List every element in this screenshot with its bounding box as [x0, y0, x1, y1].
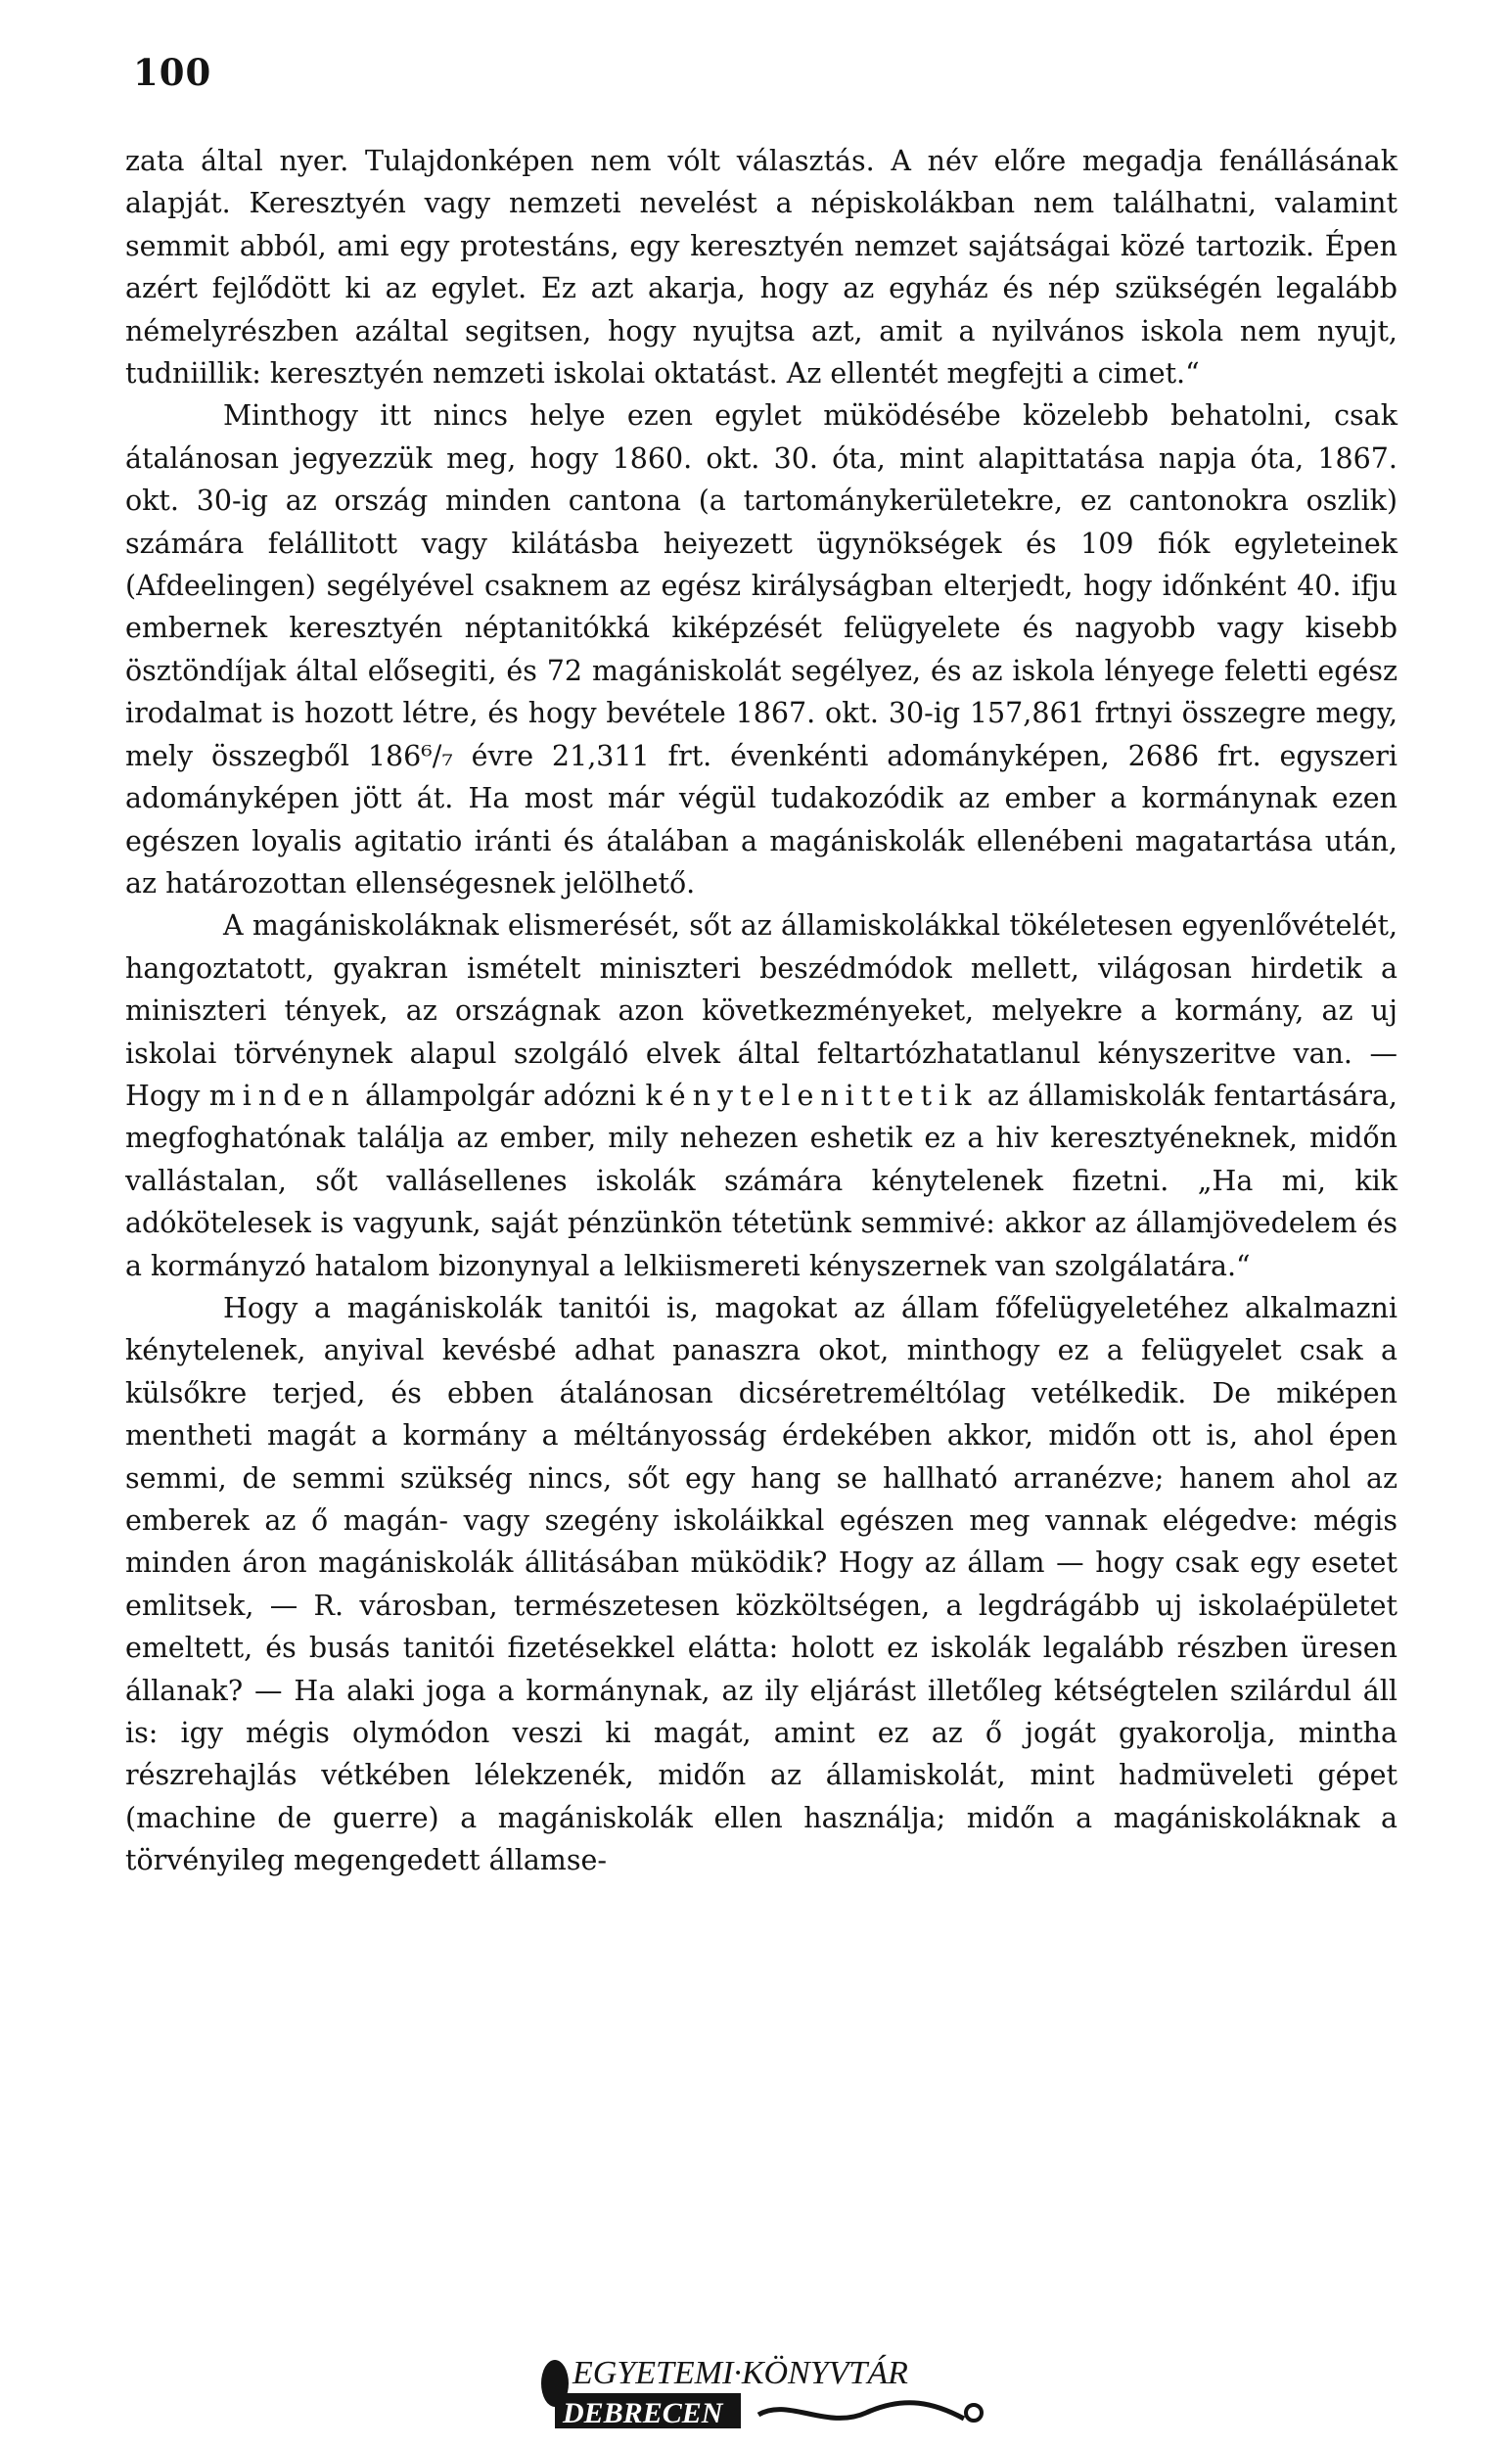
- paragraph-3: [125, 904, 1397, 1287]
- paragraph-4: Hogy a magániskolák tanitói is, magokat az állam főfelügyeletéhez alkalmazni kénytelenek, anyival kevésbé adhat panaszra okot, minthogy ez a felügyelet csak a külsőkre terjed, és ebben átalánosan dicséretreméltólag vetélkedik. De miképen mentheti magát a kormány a méltányosság érdekében akkor, midőn ott is, ahol épen semmi, de semmi szükség nincs, sőt egy hang se hallható arranézve; hanem ahol az emberek az ő magán- vagy szegény iskoláikkal egészen meg vannak elégedve: mégis minden áron magániskolák állitásában müködik? Hogy az állam — hogy csak egy esetet emlitsek, — R. városban, természetesen közköltségen, a legdrágább uj iskolaépületet emeltett, és busás tanitói fizetésekkel elátta: holott ez iskolák legalább részben üresen állanak? — Ha alaki joga a kormánynak, az ily eljárást illetőleg kétségtelen szilárdul áll is: igy mégis olymódon veszi ki magát, amint ez az ő jogát gyakorolja, mintha részrehajlás vétkében lélekzenék, midőn az államiskolát, mint hadmüveleti gépet (machine de guerre) a magániskolák ellen használja; midőn a magániskoláknak a törvényileg megengedett államse-: [125, 1291, 1397, 1877]
- paragraph-3-part-3: az államiskolák fentartására, megfoghatónak találja az ember, mily nehezen eshetik ez a hiv keresztyéneknek, midőn vallástalan, sőt vallásellenes iskolák számára kénytelenek fizetni. „Ha mi, kik adókötelesek is vagyunk, saját pénzünkön tétetünk semmivé: akkor az államjövedelem és a kormányzó hatalom bizonynyal a lelkiismereti kényszernek van szolgálatára.“: [125, 1079, 1397, 1282]
- body-text: [125, 140, 1397, 1882]
- library-stamp: [533, 2344, 993, 2432]
- paragraph-3-part-1: A magániskoláknak elismerését, sőt az államiskolákkal tökéletesen egyenlővételét, hangoztatott, gyakran ismételt miniszteri beszédmódok mellett, világosan hirdetik a miniszteri tények, az országnak azon következményeket, melyekre a kormány, az uj iskolai törvénynek alapul szolgáló elvek által feltartózhatatlanul kényszeritve van. — Hogy: [125, 909, 1397, 1112]
- stamp-flourish-loop: [966, 2405, 982, 2421]
- paragraph-1: zata által nyer. Tulajdonképen nem vólt választás. A név előre megadja fenállásának alapját. Keresztyén vagy nemzeti nevelést a népiskolákban nem találhatni, valamint semmit abból, ami egy protestáns, egy keresztyén nemzet sajátságai közé tartozik. Épen azért fejlődött ki az egylet. Ez azt akarja, hogy az egyház és nép szükségén legalább némelyrészben azáltal segitsen, hogy nyujtsa azt, amit a nyilvános iskola nem nyujt, tudniillik: keresztyén nemzeti iskolai oktatást. Az ellentét megfejti a cimet.“: [125, 145, 1397, 391]
- emphasis-kenytelenittetik: kénytelenittetik: [645, 1079, 979, 1112]
- emphasis-minden: minden: [208, 1079, 356, 1112]
- stamp-flourish: [758, 2403, 964, 2419]
- stamp-line-1: EGYETEMI·KÖNYVTÁR: [573, 2355, 908, 2391]
- page-number: 100: [133, 51, 212, 94]
- paragraph-2: Minthogy itt nincs helye ezen egylet müködésébe közelebb behatolni, csak átalánosan jegyezzük meg, hogy 1860. okt. 30. óta, mint alapittatása napja óta, 1867. okt. 30-ig az ország minden cantona (a tartománykerületekre, ez cantonokra oszlik) számára felállitott vagy kilátásba heiyezett ügynökségek és 109 fiók egyleteinek (Afdeelingen) segélyével csaknem az egész királyságban elterjedt, hogy időnként 40. ifju embernek keresztyén néptanitókká kiképzését felügyelete és nagyobb vagy kisebb ösztöndíjak által elősegiti, és 72 magániskolát segélyez, és az iskola lényege feletti egész irodalmat is hozott létre, és hogy bevétele 1867. okt. 30-ig 157,861 frtnyi összegre megy, mely összegből 186⁶/₇ évre 21,311 frt. évenkénti adományképen, 2686 frt. egyszeri adományképen jött át. Ha most már végül tudakozódik az ember a kormánynak ezen egészen loyalis agitatio iránti és átalában a magániskolák ellenébeni magatartása után, az határozottan ellenségesnek jelölhető.: [125, 399, 1397, 900]
- stamp-line-2: DEBRECEN: [563, 2397, 723, 2429]
- library-stamp-graphic: [533, 2344, 993, 2432]
- paragraph-3-part-2: állampolgár adózni: [355, 1079, 646, 1112]
